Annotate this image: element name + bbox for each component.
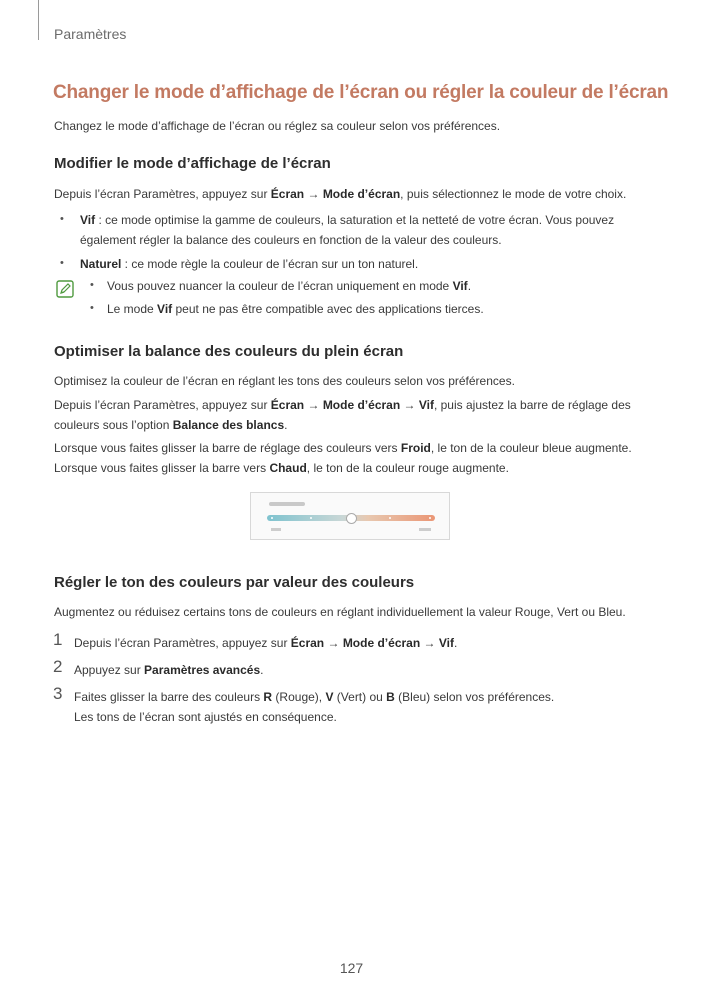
page-title: Changer le mode d’affichage de l’écran ou régler la couleur de l’écran bbox=[53, 82, 669, 103]
section-heading-display-mode: Modifier le mode d’affichage de l’écran bbox=[54, 155, 331, 172]
section2-paragraph-1: Optimisez la couleur de l’écran en réglant les tons des couleurs selon vos préférences. bbox=[54, 374, 515, 388]
section2-paragraph-2: Depuis l’écran Paramètres, appuyez sur Écran → Mode d’écran → Vif, puis ajustez la barre de réglage des couleurs sous l’option Balance des blancs. bbox=[54, 398, 631, 432]
section-heading-white-balance: Optimiser la balance des couleurs du plein écran bbox=[54, 343, 404, 360]
step-number: 2 bbox=[53, 657, 63, 676]
white-balance-slider-screenshot bbox=[250, 492, 450, 540]
slider-tick bbox=[389, 517, 391, 519]
page-number: 127 bbox=[339, 960, 364, 976]
intro-text: Changez le mode d’affichage de l’écran ou réglez sa couleur selon vos préférences. bbox=[54, 119, 501, 133]
step-1-text: Depuis l’écran Paramètres, appuyez sur Écran → Mode d’écran → Vif. bbox=[74, 636, 458, 650]
bullet-dot: • bbox=[60, 213, 64, 225]
note-pencil-icon bbox=[56, 280, 74, 298]
step-number: 1 bbox=[53, 630, 63, 649]
section1-paragraph: Depuis l’écran Paramètres, appuyez sur Écran → Mode d’écran, puis sélectionnez le mode de votre choix. bbox=[54, 187, 627, 201]
warm-label-placeholder bbox=[419, 528, 431, 531]
step-number: 3 bbox=[53, 684, 63, 703]
step-2-text: Appuyez sur Paramètres avancés. bbox=[74, 663, 264, 677]
bullet-dot: • bbox=[90, 302, 94, 314]
header-divider bbox=[38, 0, 39, 40]
note-item-2: Le mode Vif peut ne pas être compatible avec des applications tierces. bbox=[107, 302, 484, 316]
step-3-text: Faites glisser la barre des couleurs R (Rouge), V (Vert) ou B (Bleu) selon vos préférences. Les tons de l’écran sont ajustés en conséquence. bbox=[74, 690, 555, 724]
note-item-1: Vous pouvez nuancer la couleur de l’écran uniquement en mode Vif. bbox=[107, 279, 472, 293]
slider-title-placeholder bbox=[269, 502, 305, 506]
running-header: Paramètres bbox=[54, 26, 127, 42]
section-heading-color-values: Régler le ton des couleurs par valeur des couleurs bbox=[54, 574, 415, 591]
slider-tick bbox=[429, 517, 431, 519]
bullet-dot: • bbox=[90, 279, 94, 291]
cool-label-placeholder bbox=[271, 528, 281, 531]
list-item-vif: Vif : ce mode optimise la gamme de couleurs, la saturation et la netteté de votre écran. Vous pouvez également régler la balance des couleurs en fonction de la valeur des couleurs. bbox=[80, 213, 615, 247]
section2-paragraph-3: Lorsque vous faites glisser la barre de réglage des couleurs vers Froid, le ton de la couleur bleue augmente. Lorsque vous faites glisser la barre vers Chaud, le ton de la couleur rouge augmente. bbox=[54, 441, 632, 475]
slider-tick bbox=[271, 517, 273, 519]
list-item-naturel: Naturel : ce mode règle la couleur de l’écran sur un ton naturel. bbox=[80, 257, 419, 271]
bullet-dot: • bbox=[60, 257, 64, 269]
slider-knob bbox=[346, 513, 357, 524]
slider-tick bbox=[310, 517, 312, 519]
section3-paragraph: Augmentez ou réduisez certains tons de couleurs en réglant individuellement la valeur Rouge, Vert ou Bleu. bbox=[54, 605, 626, 619]
